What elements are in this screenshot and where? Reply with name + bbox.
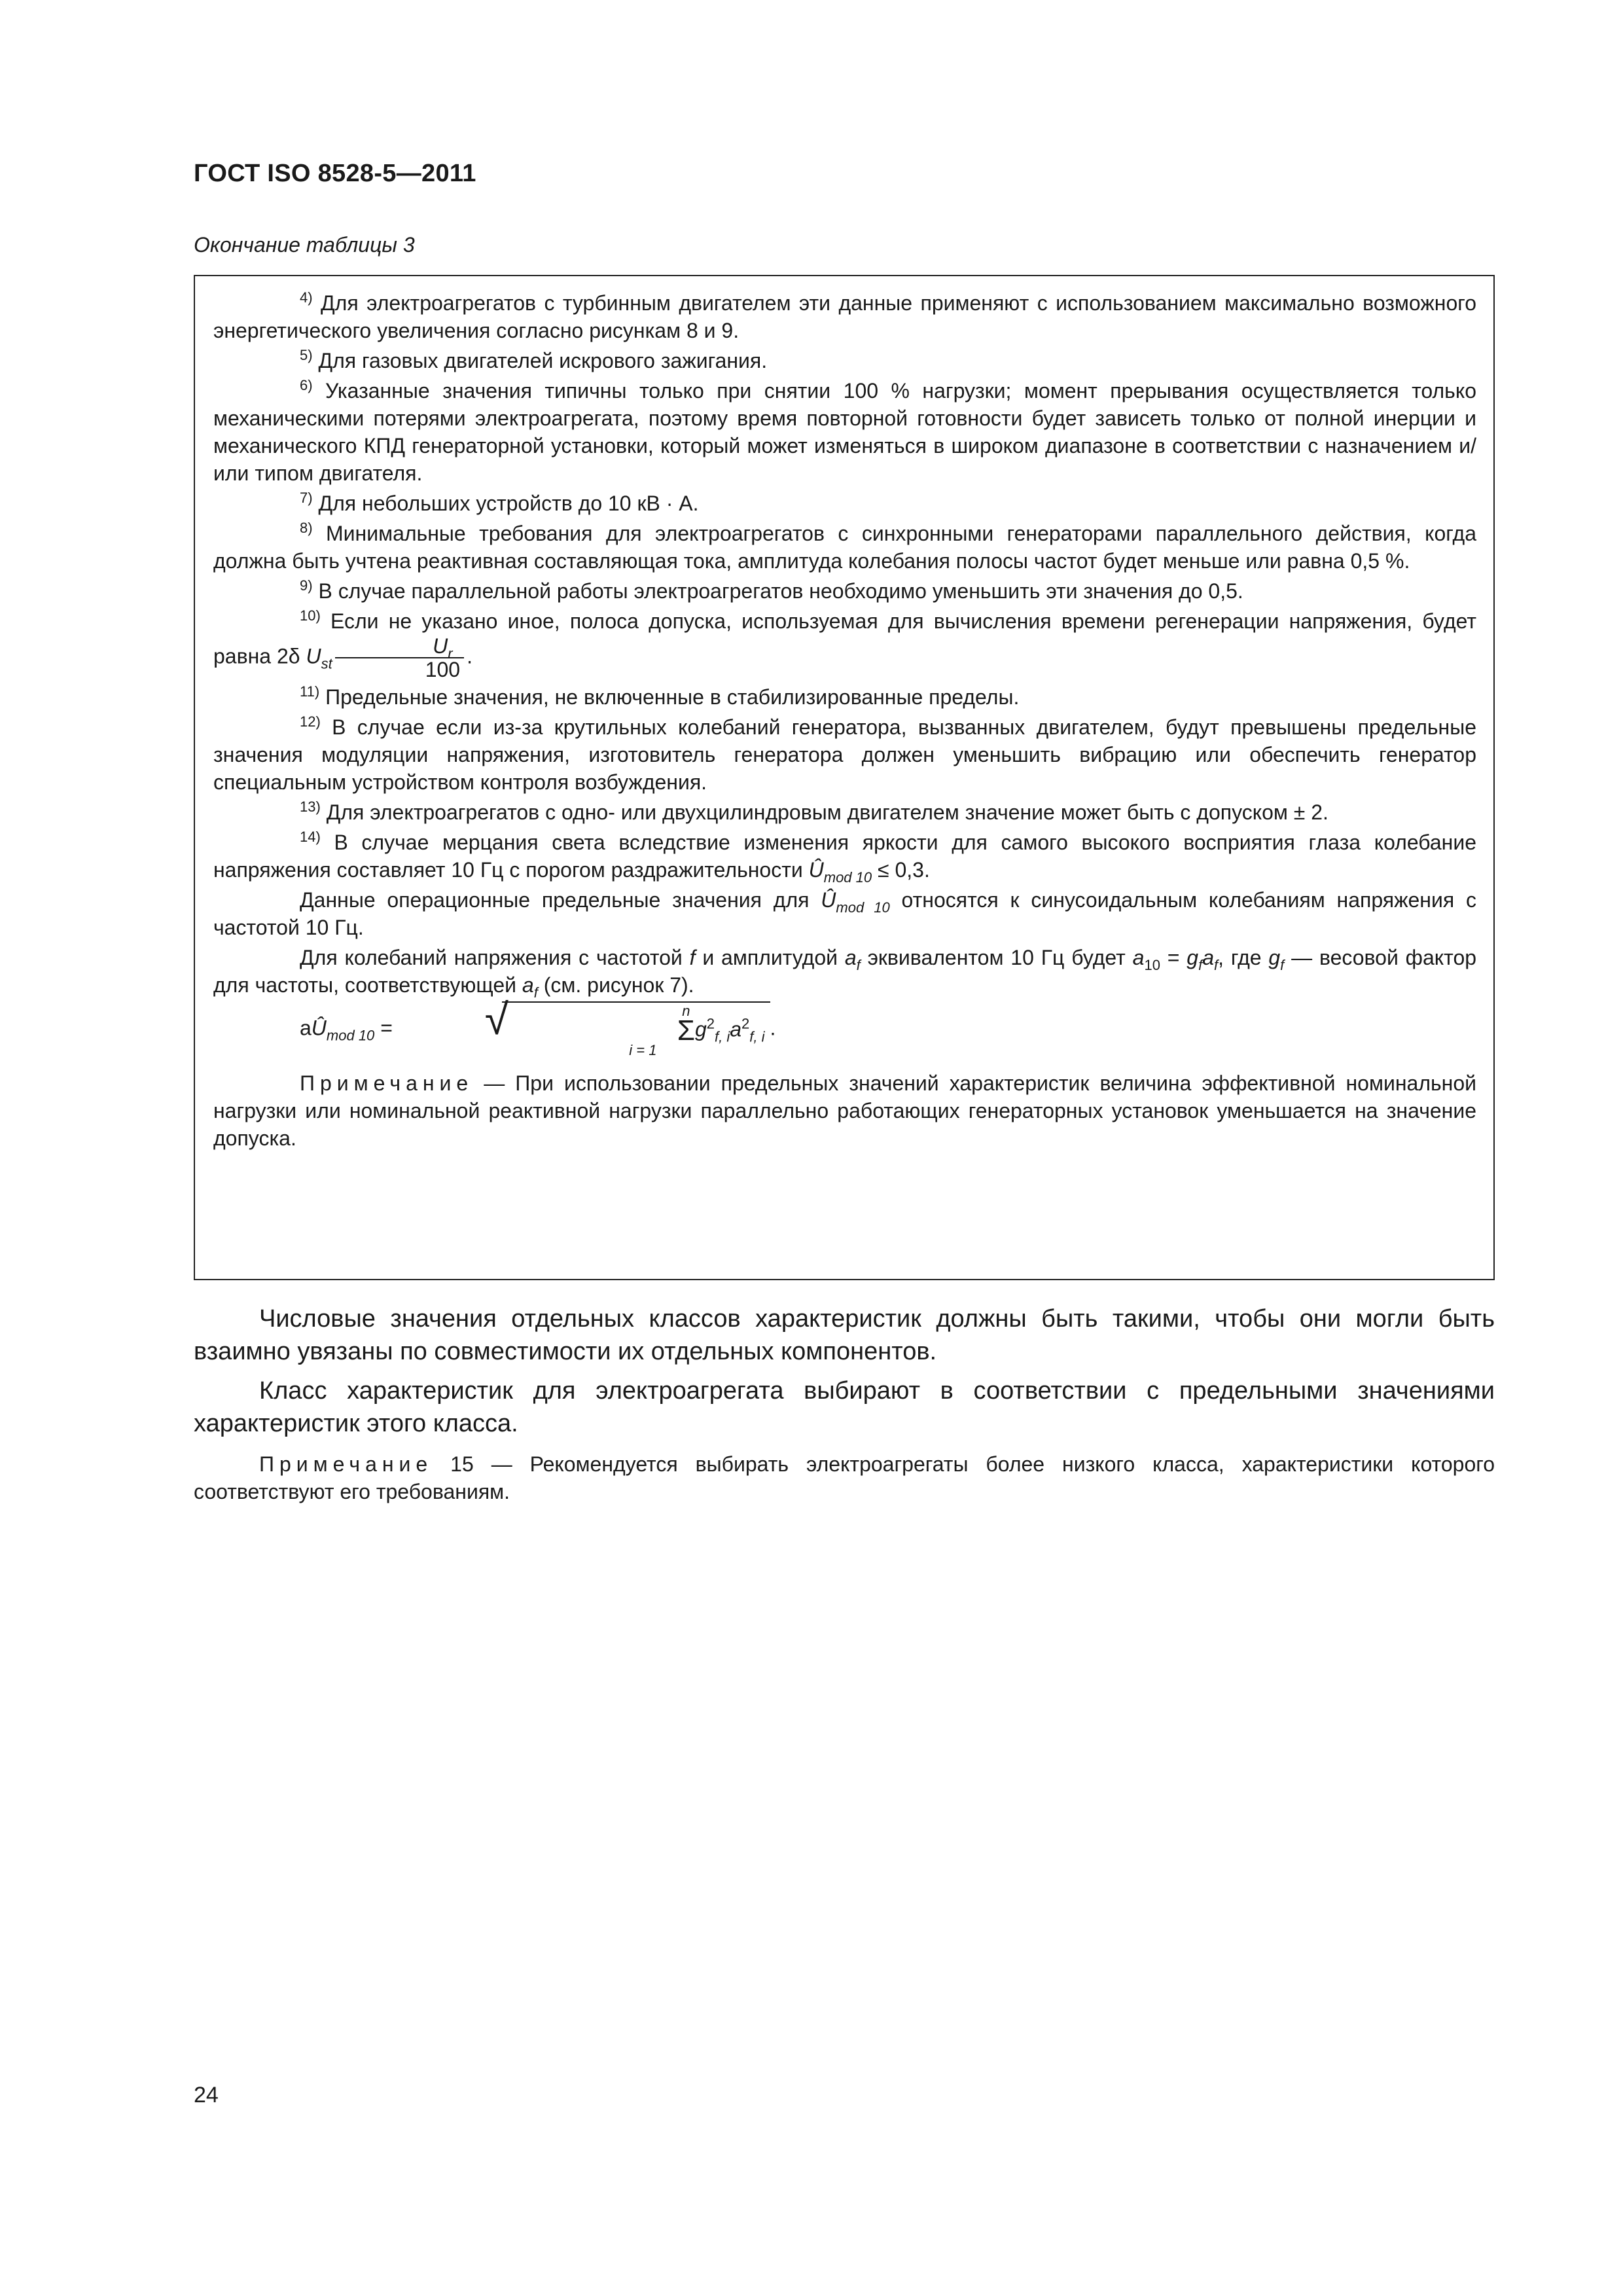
table-note: Примечание — При использовании предельных значений характеристик величина эффективной номинальной нагрузки или номинальной реактивной нагрузки параллельно работающих генераторных установок уменьшается на значение допуска.: [213, 1071, 1476, 1150]
footnote-9: $^{9)}$ В случае параллельной работы электроагрегатов необходимо уменьшить эти значения до 0,5.: [300, 577, 1243, 603]
radical-sign: √: [484, 995, 508, 1043]
footnote-10: $^{10)}$ Если не указано иное, полоса допуска, используемая для вычисления времени регенерации напряжения, будет равна 2δ $U_{st}$ $\frac{U_r}{100}$ .: [213, 607, 1476, 681]
summation: n Σ i = 1: [629, 1003, 695, 1058]
footnote-11: $^{11)}$ Предельные значения, не включенные в стабилизированные пределы.: [300, 683, 1020, 709]
footnote-13: $^{13)}$ Для электроагрегатов с одно- или двухцилиндровым двигателем значение может быть с допуском ± 2.: [300, 798, 1329, 824]
footnote-6: $^{6)}$ Указанные значения типичны только при снятии 100 % нагрузки; момент прерывания осуществляется только механическими потерями электроагрегата, поэтому время повторной готовности будет зависеть только от полной инерции и механического КПД генераторной установки, который может изменяться в широком диапазоне в соответствии с назначением и/или типом двигателя.: [213, 377, 1476, 485]
paragraph-weighting-factor: Для колебаний напряжения с частотой f и амплитудой $a_f$ эквивалентом 10 Гц будет $a_{10} = g_fa_f$, где $g_f$ — весовой фактор для частоты, соответствующей $a_f$ (см. рисунок 7).: [213, 946, 1477, 1001]
body-paragraph-1: Числовые значения отдельных классов характеристик должны быть такими, чтобы они могли быть взаимно увязаны по совместимости их отдельных компонентов.: [194, 1305, 1495, 1365]
body-paragraph-2: Класс характеристик для электроагрегата выбирают в соответствии с предельными значениями характеристик этого класса.: [194, 1377, 1495, 1437]
document-header: ГОСТ ISO 8528-5—2011: [194, 160, 476, 187]
footnote-12: $^{12)}$ В случае если из-за крутильных колебаний генератора, вызванных двигателем, будут превышены предельные значения модуляции напряжения, изготовитель генератора должен уменьшить вибрацию или обеспечить генератор специальным устройством контроля возбуждения.: [213, 713, 1476, 794]
footnote-4: $^{4)}$ Для электроагрегатов с турбинным двигателем эти данные применяют с использованием максимально возможного энергетического увеличения согласно рисункам 8 и 9.: [213, 289, 1476, 342]
footnote-5: $^{5)}$ Для газовых двигателей искрового зажигания.: [300, 347, 768, 372]
page-number: 24: [194, 2083, 219, 2108]
sqrt-formula: √ n Σ $i = 1g^2_{f, i}a^2_{f, i}$: [399, 1001, 770, 1058]
paragraph-harmonics-formula: $aÛ_{mod 10}$ = √ n Σ $i = 1g^2_{f, i}a^2_{f, i}$ .: [300, 995, 776, 1058]
footnote-14: $^{14)}$ В случае мерцания света вследствие изменения яркости для самого высокого восприятия глаза колебание напряжения составляет 10 Гц с порогом раздражительности $Û_{mod 10} \le 0,3$.: [213, 829, 1476, 886]
table-footnotes-box: [194, 275, 1495, 1280]
note-15: Примечание 15 — Рекомендуется выбирать электроагрегаты более низкого класса, характеристики которого соответствуют его требованиям.: [194, 1452, 1495, 1503]
body-text: [194, 1302, 1495, 1446]
tolerance-fraction: $\frac{U_r}{100}$: [335, 635, 464, 681]
footnote-7: $^{7)}$ Для небольших устройств до 10 кВ · А.: [300, 490, 699, 515]
paragraph-operational-limits: Данные операционные предельные значения для $Û_{mod 10}$ относятся к синусоидальным колебаниям напряжения с частотой 10 Гц.: [213, 888, 1477, 939]
footnote-8: $^{8)}$ Минимальные требования для электроагрегатов с синхронными генераторами параллельного действия, когда должна быть учтена реактивная составляющая тока, амплитуда колебания полосы частот будет меньше или равна 0,5 %.: [213, 520, 1476, 573]
table-caption: Окончание таблицы 3: [194, 233, 415, 257]
